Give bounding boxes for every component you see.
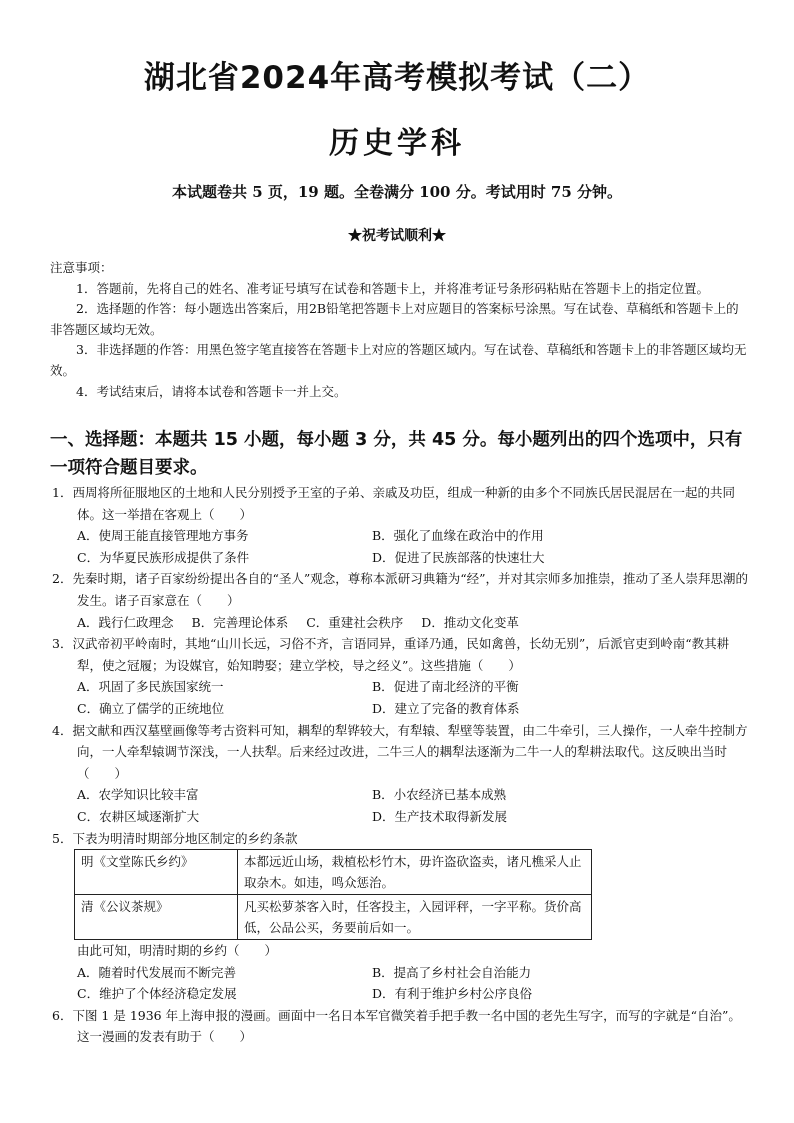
option-c: C．为华夏民族形成提供了条件 — [77, 549, 250, 565]
options — [52, 784, 752, 827]
note-item: 3．非选择题的作答：用黑色签字笔直接答在答题卡上对应的答题区域内。写在试卷、草稿纸和答题卡上的非答题区域均无效。 — [50, 342, 747, 378]
option-d: D．促进了民族部落的快速壮大 — [372, 549, 545, 565]
question-6 — [52, 1005, 752, 1048]
question-stem: 1．西周将所征服地区的土地和人民分别授予王室的子弟、亲戚及功臣，组成一种新的由多个不同族氏居民混居在一起的共同体。这一举措在客观上（ ） — [52, 485, 735, 522]
option-b: B．强化了血缘在政治中的作用 — [372, 528, 544, 544]
note-item: 2．选择题的作答：每小题选出答案后，用2B铅笔把答题卡上对应题目的答案标号涂黑。写在试卷、草稿纸和答题卡上的非答题区域均无效。 — [50, 301, 739, 337]
option-c: C．确立了儒学的正统地位 — [77, 700, 225, 716]
question-stem: 5．下表为明清时期部分地区制定的乡约条款 — [52, 830, 298, 846]
question-stem: 3．汉武帝初平岭南时，其地“山川长远，习俗不齐，言语同异，重译乃通，民如禽兽，长幼无别”，后派官吏到岭南“教其耕犁，使之冠履；为设媒官，始知聘娶；建立学校，导之经义”。这些措施（ ） — [52, 636, 730, 673]
option-b: B．促进了南北经济的平衡 — [372, 679, 519, 695]
table-cell: 本都远近山场，栽植松杉竹木，毋许盗砍盗卖，诸凡樵采人止取杂木。如违，鸣众惩治。 — [238, 850, 592, 895]
note-item: 4．考试结束后，请将本试卷和答题卡一并上交。 — [76, 383, 347, 399]
table-row — [75, 895, 592, 940]
option-d: D．生产技术取得新发展 — [372, 808, 508, 824]
table-cell: 凡买松萝茶客入时，任客投主，入园评秤，一字平称。货价高低，公品公买，务要前后如一。 — [238, 895, 592, 940]
subject-title: 历史学科 — [329, 126, 465, 161]
option-b: B．提高了乡村社会自治能力 — [372, 964, 532, 980]
section-heading: 一、选择题：本题共 15 小题，每小题 3 分，共 45 分。每小题列出的四个选项中，只有一项符合题目要求。 — [50, 430, 743, 478]
table-cell: 明《文堂陈氏乡约》 — [75, 850, 238, 895]
village-rules-table — [74, 849, 592, 940]
question-followup: 由此可知，明清时期的乡约（ ） — [77, 943, 278, 959]
question-3 — [52, 633, 752, 719]
question-stem: 6．下图 1 是 1936 年上海申报的漫画。画面中一名日本军官微笑着手把手教一名中国的老先生写字，而写的字就是“自治”。这一漫画的发表有助于（ ） — [52, 1007, 741, 1045]
exam-info: 本试题卷共 5 页，19 题。全卷满分 100 分。考试用时 75 分钟。 — [171, 183, 623, 201]
option-d: D．建立了完备的教育体系 — [372, 700, 520, 716]
option-d: D．推动文化变革 — [421, 614, 519, 630]
option-a: A．巩固了多民族国家统一 — [77, 679, 224, 695]
option-a: A．农学知识比较丰富 — [77, 787, 199, 803]
question-5 — [52, 828, 752, 1005]
option-a: A．随着时代发展而不断完善 — [77, 964, 237, 980]
table-cell: 清《公议茶规》 — [75, 895, 238, 940]
options — [52, 525, 752, 568]
good-luck-line: ★祝考试顺利★ — [348, 228, 446, 244]
exam-title: 湖北省2024年高考模拟考试（二） — [143, 60, 651, 96]
options — [52, 676, 752, 719]
question-stem: 2．先秦时期，诸子百家纷纷提出各自的“圣人”观念，尊称本派研习典籍为“经”，并对其宗师多加推崇，推动了圣人崇拜思潮的发生。诸子百家意在（ ） — [52, 571, 749, 608]
question-2 — [52, 568, 752, 633]
option-d: D．有利于维护乡村公序良俗 — [372, 986, 533, 1002]
note-item: 1．答题前，先将自己的姓名、准考证号填写在试卷和答题卡上，并将准考证号条形码粘贴在答题卡上的指定位置。 — [76, 280, 709, 296]
notes-block — [50, 258, 750, 402]
option-b: B．完善理论体系 — [191, 614, 289, 630]
notes-heading: 注意事项： — [50, 260, 113, 275]
options — [52, 962, 752, 1005]
question-list — [52, 482, 752, 1048]
option-a: A．使周王能直接管理地方事务 — [77, 528, 249, 544]
options — [52, 612, 752, 634]
question-4 — [52, 720, 752, 828]
option-c: C．维护了个体经济稳定发展 — [77, 986, 237, 1002]
option-a: A．践行仁政理念 — [77, 614, 174, 630]
option-c: C．重建社会秩序 — [306, 614, 404, 630]
table-row — [75, 850, 592, 895]
option-c: C．农耕区域逐渐扩大 — [77, 808, 200, 824]
option-b: B．小农经济已基本成熟 — [372, 787, 507, 803]
question-stem: 4．据文献和西汉墓壁画像等考古资料可知，耦犁的犁铧较大，有犁辕、犁壁等装置，由二牛牵引，三人操作，一人牵牛控制方向，一人牵犁辕调节深浅，一人扶犁。后来经过改进，二牛三人的耦犁法逐渐为二牛一人的犁耕法取代。这反映出当时（ ） — [52, 722, 748, 781]
question-1 — [52, 482, 752, 568]
